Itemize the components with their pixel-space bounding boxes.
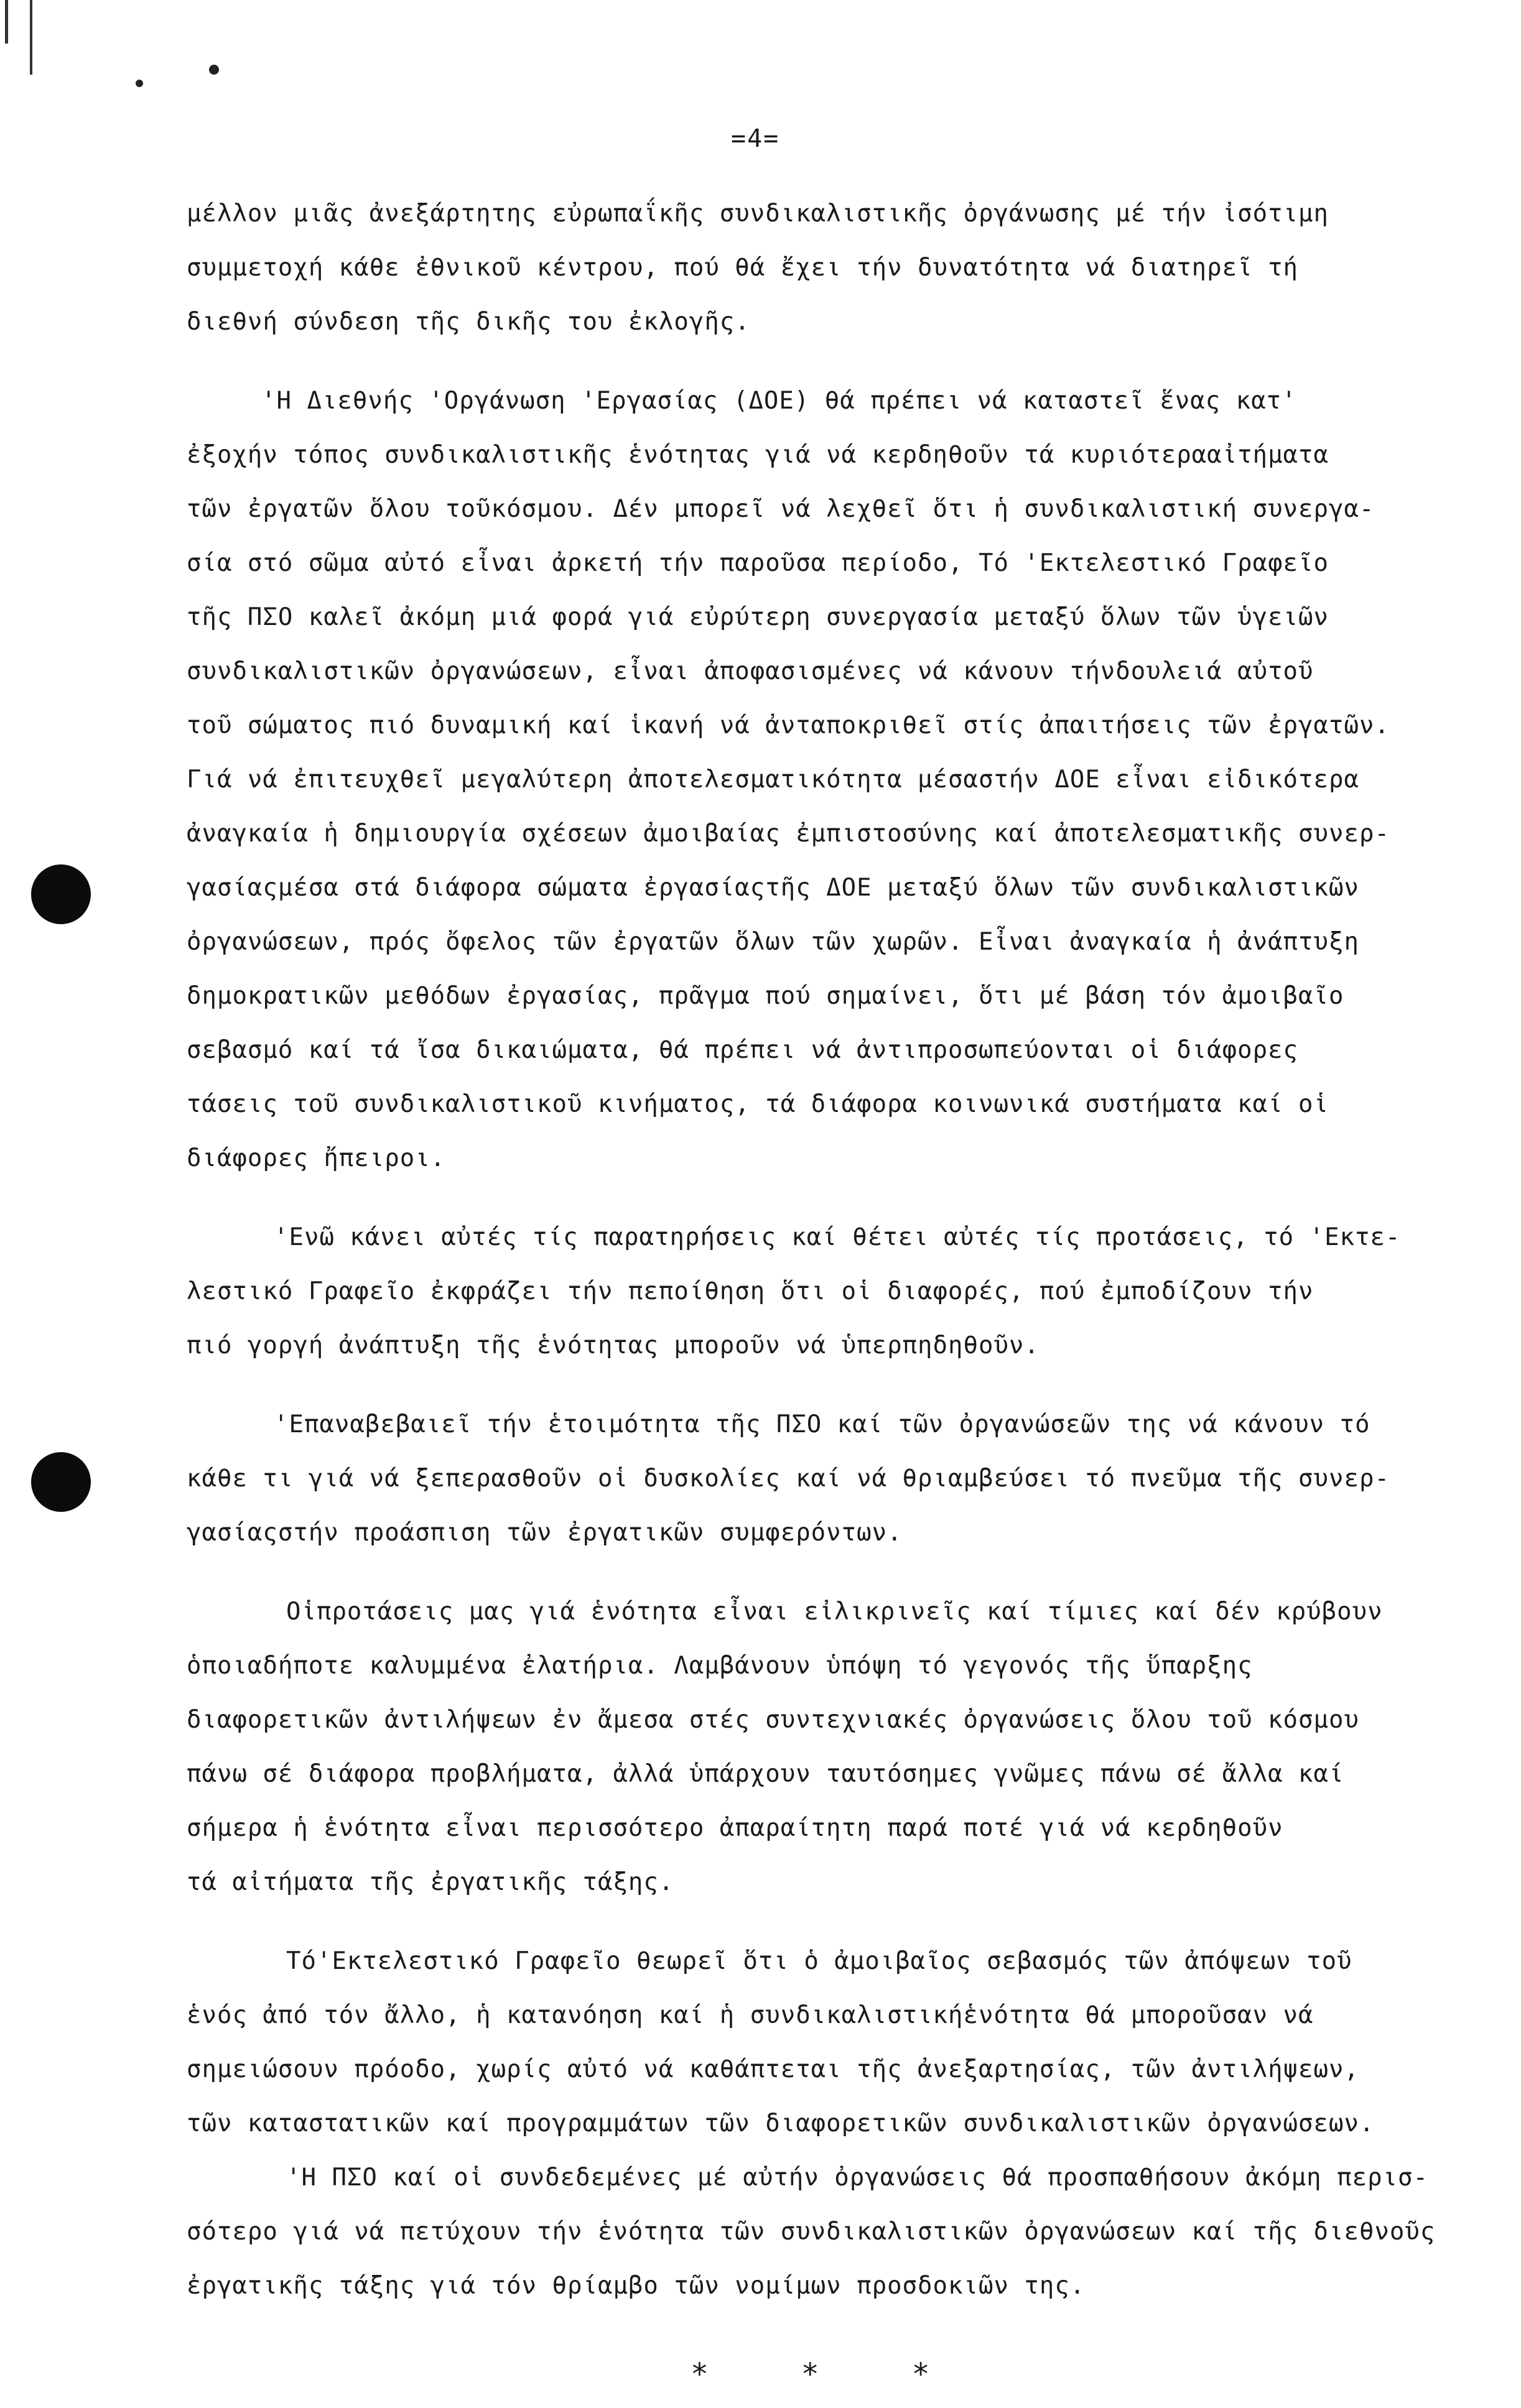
- page-number: =4=: [731, 124, 780, 153]
- text-line: διεθνή σύνδεση τῆς δικῆς του ἐκλογῆς.: [187, 308, 750, 336]
- text-line: τά αἰτήματα τῆς ἐργατικῆς τάξης.: [187, 1868, 674, 1896]
- text-line: ἑνός ἀπό τόν ἄλλο, ἡ κατανόηση καί ἡ συνδικαλιστικήἑνότητα θά μποροῦσαν νά: [187, 2001, 1314, 2029]
- paragraph: [187, 1210, 1505, 1373]
- text-line: ἐργατικῆς τάξης γιά τόν θρίαμβο τῶν νομίμων προσδοκιῶν της.: [187, 2272, 1086, 2300]
- text-line: Τό'Εκτελεστικό Γραφεῖο θεωρεῖ ὅτι ὁ ἀμοιβαῖος σεβασμός τῶν ἀπόψεων τοῦ: [286, 1947, 1352, 1975]
- scan-speck: [209, 65, 219, 75]
- text-line: ἀναγκαία ἡ δημιουργία σχέσεων ἀμοιβαίας ἐμπιστοσύνης καί ἀποτελεσματικῆς συνερ-: [187, 820, 1390, 848]
- text-line: 'Η Διεθνής 'Οργάνωση 'Εργασίας (ΔΟΕ) θά πρέπει νά καταστεῖ ἕνας κατ': [261, 387, 1297, 415]
- paragraph: [187, 374, 1505, 1185]
- paragraph: [187, 2151, 1505, 2313]
- text-line: διαφορετικῶν ἀντιλήψεων ἐν ἄμεσα στές συντεχνιακές ὀργανώσεις ὅλου τοῦ κόσμου: [187, 1706, 1359, 1734]
- text-line: συνδικαλιστικῶν ὀργανώσεων, εἶναι ἀποφασισμένες νά κάνουν τήνδουλειά αὐτοῦ: [187, 657, 1314, 685]
- text-line: Γιά νά ἐπιτευχθεῖ μεγαλύτερη ἀποτελεσματικότητα μέσαστήν ΔΟΕ εἶναι εἰδικότερα: [187, 766, 1359, 794]
- text-line: τῶν καταστατικῶν καί προγραμμάτων τῶν διαφορετικῶν συνδικαλιστικῶν ὀργανώσεων.: [187, 2109, 1375, 2137]
- text-line: γασίαςστήν προάσπιση τῶν ἐργατικῶν συμφερόντων.: [187, 1519, 903, 1547]
- text-line: σία στό σῶμα αὐτό εἶναι ἀρκετή τήν παροῦσα περίοδο, Τό 'Εκτελεστικό Γραφεῖο: [187, 549, 1329, 577]
- text-line: 'Επαναβεβαιεῖ τήν ἑτοιμότητα τῆς ΠΣΟ καί τῶν ὀργανώσεῶν της νά κάνουν τό: [274, 1410, 1370, 1438]
- paragraph: [187, 187, 1505, 349]
- text-line: ὁποιαδήποτε καλυμμένα ἐλατήρια. Λαμβάνουν ὑπόψη τό γεγονός τῆς ὕπαρξης: [187, 1652, 1253, 1680]
- text-line: λεστικό Γραφεῖο ἐκφράζει τήν πεποίθηση ὅτι οἱ διαφορές, πού ἐμποδίζουν τήν: [187, 1277, 1314, 1305]
- text-line: σότερο γιά νά πετύχουν τήν ἑνότητα τῶν συνδικαλιστικῶν ὀργανώσεων καί τῆς διεθνοῦς: [187, 2218, 1436, 2246]
- text-line: σημειώσουν πρόοδο, χωρίς αὐτό νά καθάπτεται τῆς ἀνεξαρτησίας, τῶν ἀντιλήψεων,: [187, 2055, 1359, 2083]
- paragraph: [187, 1585, 1505, 1909]
- text-line: πάνω σέ διάφορα προβλήματα, ἀλλά ὑπάρχουν ταυτόσημες γνῶμες πάνω σέ ἄλλα καί: [187, 1760, 1344, 1788]
- scan-edge-mark: [30, 0, 32, 75]
- section-separator: * * *: [691, 2357, 967, 2392]
- text-line: πιό γοργή ἀνάπτυξη τῆς ἑνότητας μποροῦν νά ὑπερπηδηθοῦν.: [187, 1331, 1040, 1359]
- text-line: κάθε τι γιά νά ξεπερασθοῦν οἱ δυσκολίες καί νά θριαμβεύσει τό πνεῦμα τῆς συνερ-: [187, 1465, 1390, 1493]
- body-text: [187, 187, 1505, 2313]
- scan-edge-mark: [5, 0, 8, 44]
- text-line: ὀργανώσεων, πρός ὄφελος τῶν ἐργατῶν ὅλων τῶν χωρῶν. Εἶναι ἀναγκαία ἡ ἀνάπτυξη: [187, 928, 1359, 956]
- text-line: τάσεις τοῦ συνδικαλιστικοῦ κινήματος, τά διάφορα κοινωνικά συστήματα καί οἱ: [187, 1090, 1329, 1118]
- text-line: 'Η ΠΣΟ καί οἱ συνδεδεμένες μέ αὐτήν ὀργανώσεις θά προσπαθήσουν ἀκόμη περισ-: [286, 2164, 1428, 2192]
- punch-hole: [31, 1452, 91, 1512]
- text-line: σήμερα ἡ ἑνότητα εἶναι περισσότερο ἀπαραίτητη παρά ποτέ γιά νά κερδηθοῦν: [187, 1814, 1283, 1842]
- punch-hole: [31, 864, 91, 924]
- text-line: δημοκρατικῶν μεθόδων ἐργασίας, πρᾶγμα πού σημαίνει, ὅτι μέ βάση τόν ἀμοιβαῖο: [187, 982, 1344, 1010]
- text-line: τῶν ἐργατῶν ὅλου τοῦκόσμου. Δέν μπορεῖ νά λεχθεῖ ὅτι ἡ συνδικαλιστική συνεργα-: [187, 495, 1375, 523]
- text-line: γασίαςμέσα στά διάφορα σώματα ἐργασίαςτῆς ΔΟΕ μεταξύ ὅλων τῶν συνδικαλιστικῶν: [187, 874, 1359, 902]
- text-line: 'Ενῶ κάνει αὐτές τίς παρατηρήσεις καί θέτει αὐτές τίς προτάσεις, τό 'Εκτε-: [274, 1223, 1401, 1251]
- text-line: διάφορες ἤπειροι.: [187, 1144, 446, 1172]
- paragraph: [187, 1397, 1505, 1560]
- text-line: συμμετοχή κάθε ἐθνικοῦ κέντρου, πού θά ἔχει τήν δυνατότητα νά διατηρεῖ τή: [187, 254, 1299, 282]
- text-line: τοῦ σώματος πιό δυναμική καί ἱκανή νά ἀνταποκριθεῖ στίς ἀπαιτήσεις τῶν ἐργατῶν.: [187, 711, 1390, 739]
- paragraph: [187, 1934, 1505, 2151]
- scan-speck: [136, 80, 143, 87]
- text-line: Οἱπροτάσεις μας γιά ἑνότητα εἶναι εἰλικρινεῖς καί τίμιες καί δέν κρύβουν: [286, 1598, 1383, 1626]
- text-line: μέλλον μιᾶς ἀνεξάρτητης εὐρωπαΐκῆς συνδικαλιστικῆς ὀργάνωσης μέ τήν ἰσότιμη: [187, 200, 1329, 228]
- text-line: τῆς ΠΣΟ καλεῖ ἀκόμη μιά φορά γιά εὐρύτερη συνεργασία μεταξύ ὅλων τῶν ὑγειῶν: [187, 603, 1329, 631]
- text-line: ἐξοχήν τόπος συνδικαλιστικῆς ἑνότητας γιά νά κερδηθοῦν τά κυριότερααἰτήματα: [187, 441, 1329, 469]
- text-line: σεβασμό καί τά ἴσα δικαιώματα, θά πρέπει νά ἀντιπροσωπεύονται οἱ διάφορες: [187, 1036, 1299, 1064]
